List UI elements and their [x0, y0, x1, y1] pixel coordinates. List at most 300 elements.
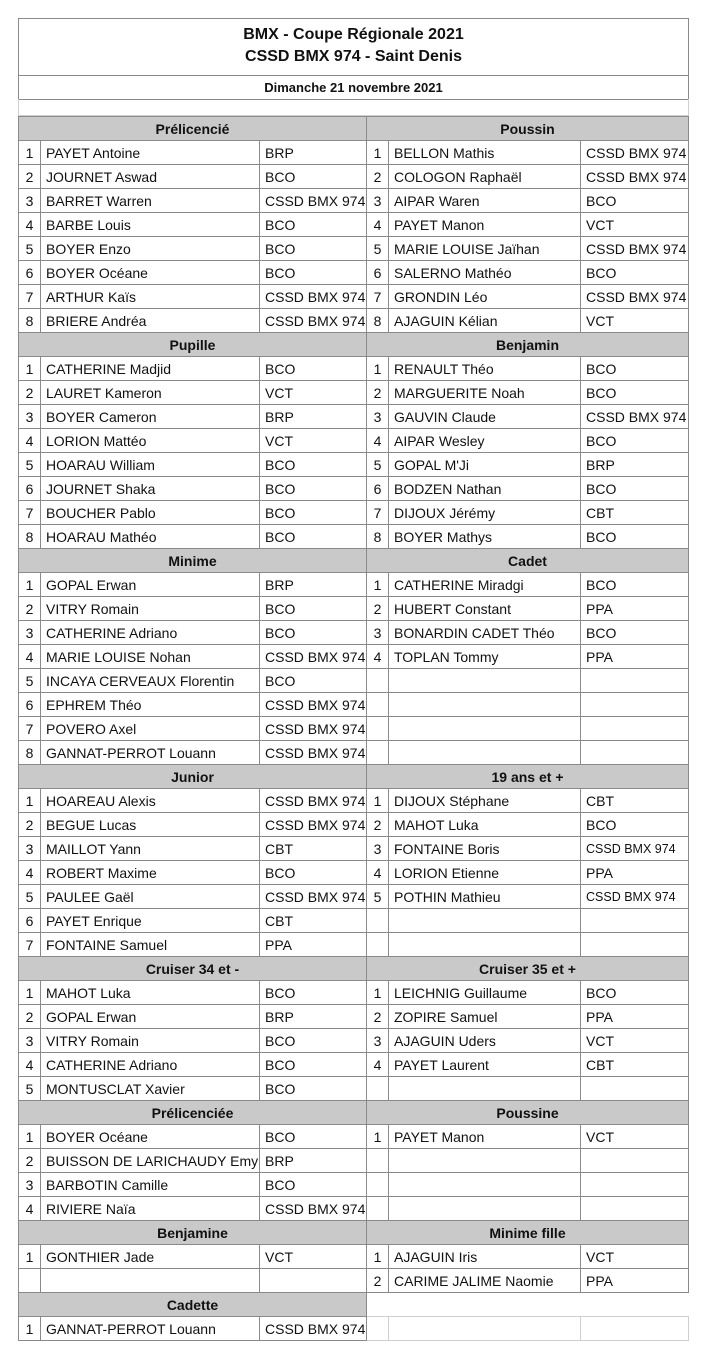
rank-cell: 7 [19, 501, 41, 525]
rider-name: BOUCHER Pablo [41, 501, 260, 525]
table-row [19, 165, 689, 189]
rider-name: HOARAU Mathéo [41, 525, 260, 549]
rider-name: MONTUSCLAT Xavier [41, 1077, 260, 1101]
club-cell: BCO [260, 1125, 367, 1149]
rank-cell: 5 [19, 885, 41, 909]
table-row [19, 1005, 689, 1029]
table-row [19, 549, 689, 573]
rank-cell: 4 [19, 645, 41, 669]
empty-cell [389, 669, 581, 693]
empty-cell [367, 933, 389, 957]
rank-cell: 1 [367, 573, 389, 597]
table-row [19, 717, 689, 741]
table-row [19, 477, 689, 501]
rider-name: SALERNO Mathéo [389, 261, 581, 285]
rank-cell: 1 [19, 789, 41, 813]
table-row [19, 501, 689, 525]
rider-name: GANNAT-PERROT Louann [41, 741, 260, 765]
rank-cell: 4 [367, 861, 389, 885]
rider-name: ROBERT Maxime [41, 861, 260, 885]
empty-cell [389, 1317, 581, 1341]
club-cell: CSSD BMX 974 [260, 1317, 367, 1341]
empty-cell [389, 717, 581, 741]
rider-name: AJAGUIN Uders [389, 1029, 581, 1053]
rank-cell: 2 [367, 813, 389, 837]
club-cell: BCO [581, 525, 689, 549]
table-row [19, 261, 689, 285]
category-header: Cruiser 35 et + [367, 957, 689, 981]
club-cell: CSSD BMX 974 [260, 285, 367, 309]
rank-cell: 8 [367, 525, 389, 549]
club-cell: BCO [581, 381, 689, 405]
rank-cell: 5 [367, 885, 389, 909]
club-cell: BCO [581, 981, 689, 1005]
rider-name: EPHREM Théo [41, 693, 260, 717]
table-row [19, 285, 689, 309]
club-cell: BCO [260, 261, 367, 285]
rider-name: GOPAL M'Ji [389, 453, 581, 477]
club-cell: BCO [260, 1053, 367, 1077]
rider-name: HUBERT Constant [389, 597, 581, 621]
rank-cell: 3 [19, 189, 41, 213]
rider-name: AIPAR Waren [389, 189, 581, 213]
table-row [19, 1293, 689, 1317]
club-cell: CSSD BMX 974 [581, 141, 689, 165]
category-header: Minime fille [367, 1221, 689, 1245]
rider-name: AIPAR Wesley [389, 429, 581, 453]
rank-cell: 7 [367, 501, 389, 525]
club-cell: VCT [581, 1125, 689, 1149]
category-header: Benjamin [367, 333, 689, 357]
club-cell: PPA [581, 1005, 689, 1029]
empty-cell [581, 909, 689, 933]
rider-name: ZOPIRE Samuel [389, 1005, 581, 1029]
club-cell: BRP [581, 453, 689, 477]
table-row [19, 813, 689, 837]
table-row [19, 885, 689, 909]
rank-cell: 2 [19, 165, 41, 189]
rank-cell: 8 [19, 309, 41, 333]
rank-cell: 4 [367, 213, 389, 237]
table-row [19, 693, 689, 717]
category-header: Prélicenciée [19, 1101, 367, 1125]
table-row [19, 1101, 689, 1125]
rider-name: LORION Etienne [389, 861, 581, 885]
club-cell: CSSD BMX 974 [581, 837, 689, 861]
club-cell: BCO [260, 981, 367, 1005]
table-row [19, 309, 689, 333]
table-row [19, 1245, 689, 1269]
club-cell: BRP [260, 141, 367, 165]
table-row [19, 117, 689, 141]
empty-cell [367, 741, 389, 765]
table-row [19, 1149, 689, 1173]
rank-cell: 4 [19, 861, 41, 885]
club-cell: CBT [581, 789, 689, 813]
category-header: 19 ans et + [367, 765, 689, 789]
rider-name: LEICHNIG Guillaume [389, 981, 581, 1005]
rider-name: MARIE LOUISE Jaïhan [389, 237, 581, 261]
rank-cell: 7 [19, 717, 41, 741]
club-cell: CSSD BMX 974 [260, 741, 367, 765]
category-header: Cadet [367, 549, 689, 573]
club-cell: CSSD BMX 974 [260, 885, 367, 909]
rider-name: RIVIERE Naïa [41, 1197, 260, 1221]
rider-name: GRONDIN Léo [389, 285, 581, 309]
club-cell: PPA [581, 1269, 689, 1293]
table-row [19, 405, 689, 429]
club-cell: CSSD BMX 974 [260, 1197, 367, 1221]
club-cell: CBT [260, 909, 367, 933]
rider-name: MARGUERITE Noah [389, 381, 581, 405]
rank-cell: 3 [19, 837, 41, 861]
club-cell: PPA [581, 645, 689, 669]
rider-name: TOPLAN Tommy [389, 645, 581, 669]
club-cell: CSSD BMX 974 [581, 237, 689, 261]
table-row [19, 141, 689, 165]
rider-name: JOURNET Shaka [41, 477, 260, 501]
empty-cell [581, 1317, 689, 1341]
table-row [19, 621, 689, 645]
document-title: BMX - Coupe Régionale 2021 [243, 26, 464, 43]
club-cell: CBT [260, 837, 367, 861]
club-cell: CSSD BMX 974 [581, 285, 689, 309]
rank-cell: 2 [367, 1269, 389, 1293]
rider-name: BODZEN Nathan [389, 477, 581, 501]
category-header: Poussine [367, 1101, 689, 1125]
club-cell: BCO [260, 597, 367, 621]
category-header: Cadette [19, 1293, 367, 1317]
club-cell: VCT [260, 381, 367, 405]
empty-cell [389, 1149, 581, 1173]
rider-name: MARIE LOUISE Nohan [41, 645, 260, 669]
rank-cell: 4 [19, 213, 41, 237]
club-cell: PPA [260, 933, 367, 957]
rider-name: LORION Mattéo [41, 429, 260, 453]
table-row [19, 669, 689, 693]
rank-cell: 6 [19, 477, 41, 501]
empty-cell [367, 1317, 389, 1341]
rank-cell: 5 [19, 669, 41, 693]
rank-cell: 1 [367, 357, 389, 381]
rider-name: POVERO Axel [41, 717, 260, 741]
table-row [19, 1053, 689, 1077]
rank-cell: 2 [367, 165, 389, 189]
table-row [19, 957, 689, 981]
rider-name: BRIERE Andréa [41, 309, 260, 333]
empty-cell [389, 741, 581, 765]
rider-name: POTHIN Mathieu [389, 885, 581, 909]
rank-cell: 3 [367, 621, 389, 645]
rank-cell: 5 [367, 453, 389, 477]
document-header [18, 18, 689, 76]
rider-name: BUISSON DE LARICHAUDY Emy [41, 1149, 260, 1173]
table-row [19, 453, 689, 477]
empty-cell [581, 717, 689, 741]
club-cell: BCO [260, 1173, 367, 1197]
rider-name: INCAYA CERVEAUX Florentin [41, 669, 260, 693]
club-cell: CBT [581, 501, 689, 525]
rank-cell: 2 [19, 1149, 41, 1173]
table-row [19, 213, 689, 237]
rank-cell: 4 [367, 429, 389, 453]
rider-name: BEGUE Lucas [41, 813, 260, 837]
club-cell: BCO [581, 477, 689, 501]
table-row [19, 381, 689, 405]
empty-cell [367, 1149, 389, 1173]
rank-cell: 6 [19, 261, 41, 285]
empty-cell [389, 1173, 581, 1197]
rider-name: FONTAINE Samuel [41, 933, 260, 957]
rank-cell: 7 [19, 285, 41, 309]
empty-cell [260, 1269, 367, 1293]
rank-cell: 1 [367, 1125, 389, 1149]
club-cell: BCO [260, 165, 367, 189]
rank-cell: 1 [19, 1125, 41, 1149]
club-cell: BCO [260, 621, 367, 645]
empty-cell [367, 693, 389, 717]
club-cell: BRP [260, 405, 367, 429]
rank-cell: 1 [19, 357, 41, 381]
rider-name: ARTHUR Kaïs [41, 285, 260, 309]
table-row [19, 597, 689, 621]
club-cell: PPA [581, 597, 689, 621]
table-row [19, 1173, 689, 1197]
rank-cell: 1 [367, 141, 389, 165]
rank-cell: 6 [367, 477, 389, 501]
club-cell: CSSD BMX 974 [260, 189, 367, 213]
rider-name: BOYER Cameron [41, 405, 260, 429]
table-row [19, 189, 689, 213]
club-cell: BCO [260, 525, 367, 549]
rank-cell: 3 [19, 621, 41, 645]
club-cell: BCO [581, 261, 689, 285]
rank-cell: 2 [19, 597, 41, 621]
club-cell: BCO [260, 1077, 367, 1101]
rank-cell: 3 [19, 1173, 41, 1197]
rank-cell: 5 [19, 237, 41, 261]
category-header: Poussin [367, 117, 689, 141]
rider-name: DIJOUX Stéphane [389, 789, 581, 813]
table-row [19, 237, 689, 261]
empty-cell [581, 1077, 689, 1101]
document-subtitle: CSSD BMX 974 - Saint Denis [245, 48, 462, 65]
table-row [19, 837, 689, 861]
table-row [19, 861, 689, 885]
rider-name: AJAGUIN Kélian [389, 309, 581, 333]
rider-name: AJAGUIN Iris [389, 1245, 581, 1269]
table-row [19, 429, 689, 453]
rider-name: PAYET Laurent [389, 1053, 581, 1077]
empty-cell [581, 669, 689, 693]
rank-cell: 8 [19, 741, 41, 765]
rank-cell: 2 [19, 813, 41, 837]
spacer-row [18, 99, 689, 116]
club-cell: BCO [581, 357, 689, 381]
rider-name: GOPAL Erwan [41, 573, 260, 597]
category-header: Benjamine [19, 1221, 367, 1245]
club-cell: CSSD BMX 974 [260, 717, 367, 741]
club-cell: PPA [581, 861, 689, 885]
club-cell: VCT [260, 1245, 367, 1269]
club-cell: CSSD BMX 974 [260, 309, 367, 333]
rider-name: BOYER Océane [41, 1125, 260, 1149]
rank-cell: 1 [367, 981, 389, 1005]
rider-name: DIJOUX Jérémy [389, 501, 581, 525]
rider-name: CATHERINE Adriano [41, 1053, 260, 1077]
rank-cell: 3 [367, 189, 389, 213]
rider-name: PAULEE Gaël [41, 885, 260, 909]
rider-name: BOYER Enzo [41, 237, 260, 261]
rider-name: CATHERINE Adriano [41, 621, 260, 645]
club-cell: BCO [260, 357, 367, 381]
club-cell: BCO [260, 501, 367, 525]
table-row [19, 525, 689, 549]
club-cell: VCT [260, 429, 367, 453]
table-row [19, 933, 689, 957]
club-cell: CBT [581, 1053, 689, 1077]
event-date: Dimanche 21 novembre 2021 [18, 75, 689, 100]
empty-cell [581, 933, 689, 957]
table-row [19, 1269, 689, 1293]
empty-cell [367, 1173, 389, 1197]
rank-cell: 2 [19, 381, 41, 405]
rank-cell: 7 [367, 285, 389, 309]
table-row [19, 573, 689, 597]
rider-name: BONARDIN CADET Théo [389, 621, 581, 645]
rider-name: CATHERINE Madjid [41, 357, 260, 381]
category-header: Prélicencié [19, 117, 367, 141]
rank-cell: 4 [19, 429, 41, 453]
rank-cell: 1 [19, 981, 41, 1005]
category-header: Pupille [19, 333, 367, 357]
rider-name: HOAREAU Alexis [41, 789, 260, 813]
club-cell: CSSD BMX 974 [260, 693, 367, 717]
table-row [19, 645, 689, 669]
club-cell: CSSD BMX 974 [581, 885, 689, 909]
rank-cell: 2 [19, 1005, 41, 1029]
rider-name: COLOGON Raphaël [389, 165, 581, 189]
rank-cell: 7 [19, 933, 41, 957]
rider-name: PAYET Enrique [41, 909, 260, 933]
empty-cell [389, 1197, 581, 1221]
club-cell: VCT [581, 1245, 689, 1269]
rider-name: BARRET Warren [41, 189, 260, 213]
club-cell: VCT [581, 213, 689, 237]
category-header: Cruiser 34 et - [19, 957, 367, 981]
rider-name: GONTHIER Jade [41, 1245, 260, 1269]
category-header: Minime [19, 549, 367, 573]
rider-name: CARIME JALIME Naomie [389, 1269, 581, 1293]
rank-cell: 5 [19, 453, 41, 477]
rank-cell: 4 [367, 1053, 389, 1077]
club-cell: CSSD BMX 974 [260, 789, 367, 813]
rider-name: LAURET Kameron [41, 381, 260, 405]
table-row [19, 333, 689, 357]
rider-name: BARBE Louis [41, 213, 260, 237]
table-row [19, 1317, 689, 1341]
empty-cell [389, 693, 581, 717]
rank-cell: 4 [19, 1197, 41, 1221]
rider-name: RENAULT Théo [389, 357, 581, 381]
empty-cell [581, 1149, 689, 1173]
club-cell: BCO [581, 189, 689, 213]
rider-name: MAHOT Luka [41, 981, 260, 1005]
rider-name: JOURNET Aswad [41, 165, 260, 189]
empty-area [367, 1293, 689, 1317]
club-cell: BRP [260, 573, 367, 597]
club-cell: BRP [260, 1149, 367, 1173]
rank-cell: 1 [367, 1245, 389, 1269]
rider-name: VITRY Romain [41, 597, 260, 621]
rank-cell: 2 [367, 597, 389, 621]
rank-cell: 6 [19, 909, 41, 933]
rank-cell: 5 [367, 237, 389, 261]
empty-cell [581, 693, 689, 717]
rank-cell: 3 [367, 837, 389, 861]
table-row [19, 981, 689, 1005]
rank-cell: 3 [367, 1029, 389, 1053]
empty-cell [581, 1197, 689, 1221]
table-row [19, 1029, 689, 1053]
rider-name: GOPAL Erwan [41, 1005, 260, 1029]
rider-name: PAYET Manon [389, 213, 581, 237]
table-row [19, 789, 689, 813]
empty-cell [389, 1077, 581, 1101]
rank-cell: 4 [19, 1053, 41, 1077]
empty-cell [367, 909, 389, 933]
rank-cell: 8 [19, 525, 41, 549]
rider-name: PAYET Antoine [41, 141, 260, 165]
empty-cell [41, 1269, 260, 1293]
rank-cell: 3 [19, 1029, 41, 1053]
category-header: Junior [19, 765, 367, 789]
rank-cell: 8 [367, 309, 389, 333]
table-row [19, 765, 689, 789]
empty-cell [581, 741, 689, 765]
rank-cell: 5 [19, 1077, 41, 1101]
rank-cell: 6 [367, 261, 389, 285]
club-cell: BCO [260, 237, 367, 261]
empty-cell [581, 1173, 689, 1197]
rider-name: BOYER Mathys [389, 525, 581, 549]
table-row [19, 1221, 689, 1245]
empty-cell [389, 909, 581, 933]
club-cell: BCO [260, 213, 367, 237]
table-row [19, 1125, 689, 1149]
club-cell: BCO [581, 573, 689, 597]
club-cell: BCO [581, 621, 689, 645]
club-cell: CSSD BMX 974 [581, 165, 689, 189]
rank-cell: 2 [367, 381, 389, 405]
rider-name: VITRY Romain [41, 1029, 260, 1053]
rank-cell: 1 [19, 1317, 41, 1341]
rank-cell: 1 [19, 573, 41, 597]
rider-name: BARBOTIN Camille [41, 1173, 260, 1197]
rider-name: FONTAINE Boris [389, 837, 581, 861]
rider-name: GAUVIN Claude [389, 405, 581, 429]
club-cell: BRP [260, 1005, 367, 1029]
club-cell: BCO [260, 453, 367, 477]
rider-name: PAYET Manon [389, 1125, 581, 1149]
club-cell: BCO [260, 669, 367, 693]
table-row [19, 909, 689, 933]
table-row [19, 1077, 689, 1101]
rank-cell: 1 [19, 1245, 41, 1269]
rank-cell: 6 [19, 693, 41, 717]
club-cell: CSSD BMX 974 [581, 405, 689, 429]
rider-name: BELLON Mathis [389, 141, 581, 165]
